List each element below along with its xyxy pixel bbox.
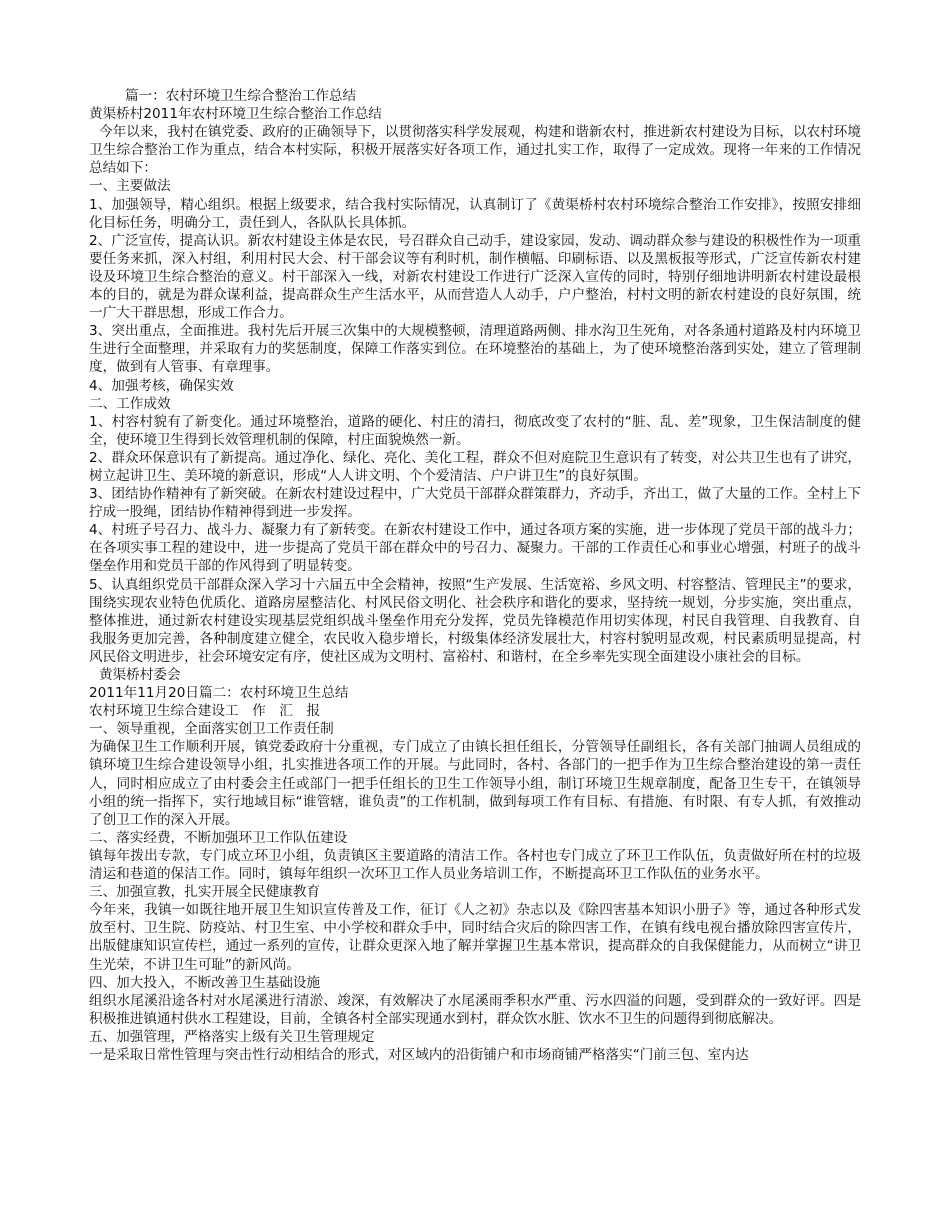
part2-paragraph-1: 为确保卫生工作顺利开展，镇党委政府十分重视，专门成立了由镇长担任组长，分管领导任副组长，各有关部门抽调人员组成的镇环境卫生综合建设领导小组，扎实推进各项工作的开展。与此同时，各村、各部门的一把手作为卫生综合整治建设的第一责任人，同时相应成立了由村委会主任或部门一把手任组长的卫生工作领导小组，制订环境卫生规章制度，配备卫生专干，在镇领导小组的统一指挥下，实行地域目标“谁管辖，谁负责”的工作机制，做到每项工作有目标、有措施、有时限、有专人抓，有效推动了创卫工作的深入开展。 [89, 739, 861, 828]
signature: 黄渠桥村委会 [99, 667, 181, 683]
part2-heading-5: 五、加强管理，严格落实上级有关卫生管理规定 [89, 1028, 375, 1045]
part1-title: 黄渠桥村2011年农村环境卫生综合整治工作总结 [89, 106, 382, 123]
section2-paragraph-4: 4、村班子号召力、战斗力、凝聚力有了新转变。在新农村建设工作中，通过各项方案的实施，进一步体现了党员干部的战斗力；在各项实事工程的建设中，进一步提高了党员干部在群众中的号召力、凝聚力。干部的工作责任心和事业心增强，村班子的战斗堡垒作用和党员干部的作风得到了明显转变。 [89, 522, 861, 575]
part2-paragraph-5: 一是采取日常性管理与突击性行动相结合的形式，对区域内的沿街铺户和市场商铺严格落实“门前三包、室内达 [89, 1046, 749, 1063]
section2-heading: 二、工作成效 [89, 395, 171, 412]
part1-heading: 篇一：农村环境卫生综合整治工作总结 [125, 88, 357, 104]
section1-paragraph-3: 3、突出重点，全面推进。我村先后开展三次集中的大规模整顿，清理道路两侧、排水沟卫生死角，对各条通村道路及村内环境卫生进行全面整理，并采取有力的奖惩制度，保障工作落实到位。在环境整治的基础上，为了使环境整治落到实处，建立了管理制度，做到有人管事、有章理事。 [89, 323, 861, 376]
part2-paragraph-4: 组织水尾溪沿途各村对水尾溪进行清淤、竣深，有效解决了水尾溪雨季积水严重、污水四溢的问题，受到群众的一致好评。四是积极推进镇通村供水工程建设，目前，全镇各村全部实现通水到村，群众饮水脏、饮水不卫生的问题得到彻底解决。 [89, 992, 861, 1027]
part2-heading-4: 四、加大投入，不断改善卫生基础设施 [89, 974, 321, 991]
part2-paragraph-2: 镇每年拨出专款，专门成立环卫小组，负责镇区主要道路的清洁工作。各村也专门成立了环卫工作队伍，负责做好所在村的垃圾清运和巷道的保洁工作。同时，镇每年组织一次环卫工作人员业务培训工作，不断提高环卫工作队伍的业务水平。 [89, 847, 861, 883]
section2-paragraph-2: 2、群众环保意识有了新提高。通过净化、绿化、亮化、美化工程，群众不但对庭院卫生意识有了转变，对公共卫生也有了讲究，树立起讲卫生、美环境的新意识，形成“人人讲文明、个个爱清洁、户户讲卫生”的良好氛围。 [89, 449, 861, 484]
date-and-part2-heading: 2011年11月20日篇二：农村环境卫生总结 [89, 685, 349, 702]
section1-paragraph-1: 1、加强领导，精心组织。根据上级要求，结合我村实际情况，认真制订了《黄渠桥村农村环境综合整治工作安排》，按照安排细化目标任务，明确分工，责任到人，各队队长具体抓。 [89, 196, 861, 231]
section2-paragraph-5: 5、认真组织党员干部群众深入学习十六届五中全会精神，按照“生产发展、生活宽裕、乡风文明、村容整洁、管理民主”的要求，围绕实现农业特色优质化、道路房屋整洁化、村风民俗文明化、社会秩序和谐化的要求，坚持统一规划，分步实施，突出重点，整体推进，通过新农村建设实现基层党组织战斗堡垒作用充分发挥，党员先锋模范作用切实体现，村民自我管理、自我教育、自我服务更加完善，各种制度建立健全，农民收入稳步增长，村级集体经济发展壮大，村容村貌明显改观，村民素质明显提高，村风民俗文明进步，社会环境安定有序，使社区成为文明村、富裕村、和谐村，在全乡率先实现全面建设小康社会的目标。 [89, 576, 861, 665]
document-page [89, 87, 861, 1064]
part2-paragraph-3: 今年来，我镇一如既往地开展卫生知识宣传普及工作，征订《人之初》杂志以及《除四害基本知识小册子》等，通过各种形式发放至村、卫生院、防疫站、村卫生室、中小学校和群众手中，同时结合灾后的除四害工作，在镇有线电视台播放除四害宣传片，出版健康知识宣传栏，通过一系列的宣传，让群众更深入地了解并掌握卫生基本常识，提高群众的自我保健能力，从而树立“讲卫生光荣，不讲卫生可耻”的新风尚。 [89, 902, 861, 973]
part1-intro: 今年以来，我村在镇党委、政府的正确领导下，以贯彻落实科学发展观，构建和谐新农村，推进新农村建设为目标，以农村环境卫生综合整治工作为重点，结合本村实际，积极开展落实好各项工作，通过扎实工作，取得了一定成效。现将一年来的工作情况总结如下： [89, 124, 861, 177]
part2-title: 农村环境卫生综合建设工 作 汇 报 [89, 703, 321, 720]
part2-heading-1: 一、领导重视，全面落实创卫工作责任制 [89, 721, 334, 738]
section2-paragraph-3: 3、团结协作精神有了新突破。在新农村建设过程中，广大党员干部群众群策群力，齐动手，齐出工，做了大量的工作。全村上下拧成一股绳，团结协作精神得到进一步发挥。 [89, 486, 861, 521]
section2-paragraph-1: 1、村容村貌有了新变化。通过环境整治，道路的硬化、村庄的清扫，彻底改变了农村的“脏、乱、差”现象，卫生保洁制度的健全，使环境卫生得到长效管理机制的保障，村庄面貌焕然一新。 [89, 413, 861, 448]
part2-heading-2: 二、落实经费，不断加强环卫工作队伍建设 [89, 829, 348, 846]
section1-heading: 一、主要做法 [89, 178, 171, 195]
section1-paragraph-4: 4、加强考核，确保实效 [89, 377, 234, 394]
section1-paragraph-2: 2、广泛宣传，提高认识。新农村建设主体是农民，号召群众自己动手，建设家园，发动、调动群众参与建设的积极性作为一项重要任务来抓，深入村组，利用村民大会、村干部会议等有利时机，制作横幅、印刷标语、以及黑板报等形式，广泛宣传新农村建设及环境卫生综合整治的意义。村干部深入一线，对新农村建设工作进行广泛深入宣传的同时，特别仔细地讲明新农村建设最根本的目的，就是为群众谋利益，提高群众生产生活水平，从而营造人人动手，户户整治，村村文明的新农村建设的良好氛围，统一广大干群思想，形成工作合力。 [89, 232, 861, 322]
part2-heading-3: 三、加强宣教，扎实开展全民健康教育 [89, 884, 321, 901]
